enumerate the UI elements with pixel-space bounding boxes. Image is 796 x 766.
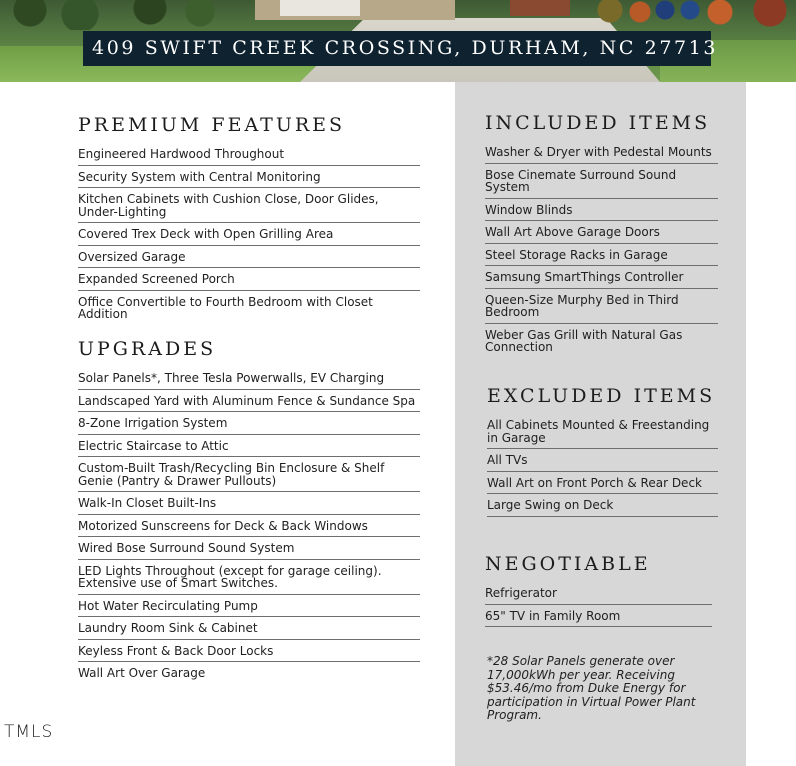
premium-features-list xyxy=(78,143,420,325)
negotiable-heading: NEGOTIABLE xyxy=(485,553,651,575)
list-item: Electric Staircase to Attic xyxy=(78,435,420,458)
list-item: All TVs xyxy=(487,449,718,472)
premium-features-heading: PREMIUM FEATURES xyxy=(78,114,346,136)
list-item: Refrigerator xyxy=(485,582,712,605)
list-item: Kitchen Cabinets with Cushion Close, Door Glides, Under-Lighting xyxy=(78,188,420,223)
list-item: Wall Art Above Garage Doors xyxy=(485,221,718,244)
list-item: Custom-Built Trash/Recycling Bin Enclosure & Shelf Genie (Pantry & Drawer Pullouts) xyxy=(78,457,420,492)
upgrades-list xyxy=(78,367,420,684)
list-item: 65" TV in Family Room xyxy=(485,605,712,628)
excluded-items-heading: EXCLUDED ITEMS xyxy=(487,385,716,407)
list-item: Walk-In Closet Built-Ins xyxy=(78,492,420,515)
list-item: Steel Storage Racks in Garage xyxy=(485,244,718,267)
list-item: Bose Cinemate Surround Sound System xyxy=(485,164,718,199)
list-item: Samsung SmartThings Controller xyxy=(485,266,718,289)
list-item: Covered Trex Deck with Open Grilling Area xyxy=(78,223,420,246)
list-item: Solar Panels*, Three Tesla Powerwalls, EV Charging xyxy=(78,367,420,390)
list-item: Wall Art Over Garage xyxy=(78,666,206,680)
list-item: All Cabinets Mounted & Freestanding in Garage xyxy=(487,414,718,449)
list-item: Security System with Central Monitoring xyxy=(78,166,420,189)
solar-footnote: *28 Solar Panels generate over 17,000kWh per year. Receiving $53.46/mo from Duke Energy for participation in Virtual Power Plant Program. xyxy=(487,654,696,722)
list-item: Office Convertible to Fourth Bedroom with Closet Addition xyxy=(78,294,373,321)
list-item: Engineered Hardwood Throughout xyxy=(78,143,420,166)
list-item: Wired Bose Surround Sound System xyxy=(78,537,420,560)
list-item: LED Lights Throughout (except for garage ceiling). Extensive use of Smart Switches. xyxy=(78,560,420,595)
list-item: Window Blinds xyxy=(485,199,718,222)
list-item: Washer & Dryer with Pedestal Mounts xyxy=(485,141,718,164)
address-banner: 409 SWIFT CREEK CROSSING, DURHAM, NC 27713 xyxy=(83,31,711,66)
negotiable-list xyxy=(485,582,712,627)
list-item: Laundry Room Sink & Cabinet xyxy=(78,617,420,640)
list-item: Large Swing on Deck xyxy=(487,494,718,517)
excluded-items-list xyxy=(487,414,718,517)
list-item: Hot Water Recirculating Pump xyxy=(78,595,420,618)
included-items-list xyxy=(485,141,718,358)
included-items-heading: INCLUDED ITEMS xyxy=(485,112,711,134)
list-item: Queen-Size Murphy Bed in Third Bedroom xyxy=(485,289,718,324)
list-item: Motorized Sunscreens for Deck & Back Windows xyxy=(78,515,420,538)
list-item: Keyless Front & Back Door Locks xyxy=(78,640,420,663)
list-item: 8-Zone Irrigation System xyxy=(78,412,420,435)
upgrades-heading: UPGRADES xyxy=(78,338,217,360)
list-item: Expanded Screened Porch xyxy=(78,268,420,291)
mls-logo: TMLS xyxy=(4,722,54,742)
list-item: Landscaped Yard with Aluminum Fence & Sundance Spa xyxy=(78,390,420,413)
list-item: Weber Gas Grill with Natural Gas Connection xyxy=(485,327,683,354)
shrubs xyxy=(0,0,796,30)
list-item: Wall Art on Front Porch & Rear Deck xyxy=(487,472,718,495)
list-item: Oversized Garage xyxy=(78,246,420,269)
